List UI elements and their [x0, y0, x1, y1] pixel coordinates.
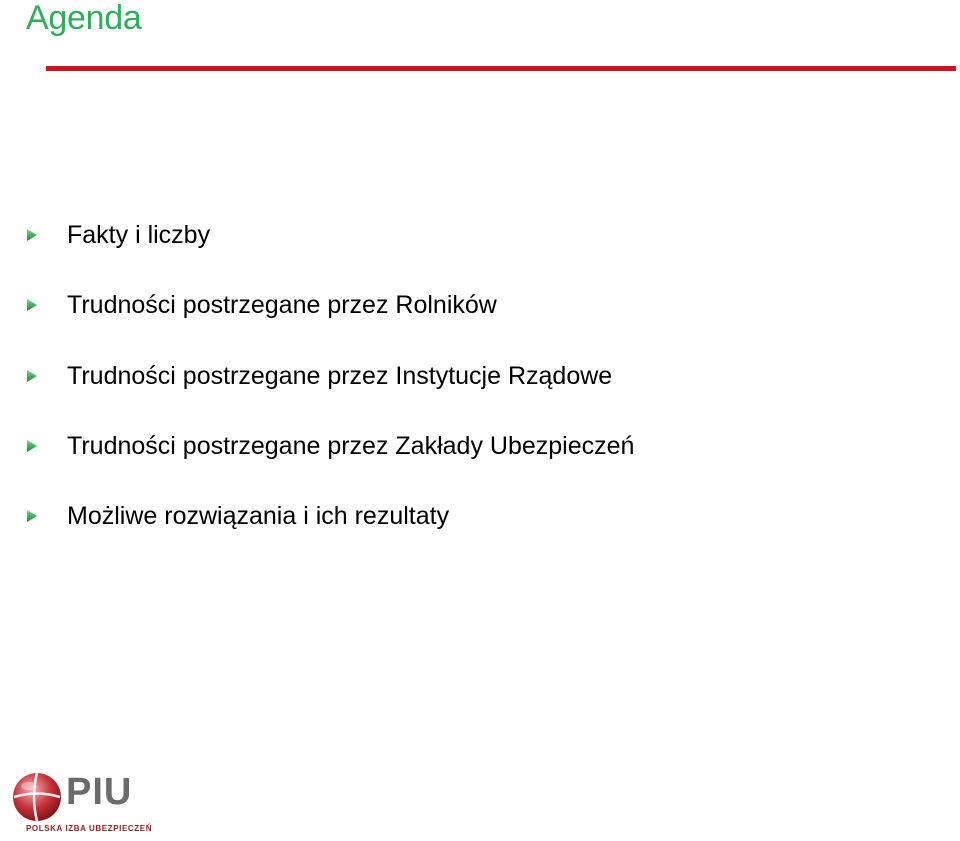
- agenda-item: [26, 361, 926, 391]
- triangle-bullet-icon: [26, 369, 38, 383]
- agenda-item-label: Możliwe rozwiązania i ich rezultaty: [67, 502, 450, 530]
- agenda-item-label: Trudności postrzegane przez Rolników: [67, 291, 497, 319]
- logo-subtitle: POLSKA IZBA UBEZPIECZEŃ: [26, 824, 153, 833]
- agenda-item: [26, 501, 926, 531]
- triangle-bullet-icon: [26, 439, 38, 453]
- triangle-bullet-icon: [26, 509, 38, 523]
- agenda-item: [26, 431, 926, 461]
- piu-logo: [10, 766, 153, 838]
- logo-letters: PIU: [66, 771, 133, 813]
- triangle-bullet-icon: [26, 228, 38, 242]
- triangle-bullet-icon: [26, 298, 38, 312]
- agenda-item-label: Trudności postrzegane przez Zakłady Ubezpieczeń: [67, 432, 635, 460]
- slide-title: Agenda: [26, 0, 142, 37]
- agenda-item: [26, 220, 926, 250]
- agenda-item: [26, 290, 926, 320]
- agenda-item-label: Trudności postrzegane przez Instytucje Rządowe: [67, 362, 613, 390]
- title-underline-rule: [46, 66, 956, 71]
- piu-globe-icon: [10, 766, 66, 826]
- agenda-item-label: Fakty i liczby: [67, 221, 211, 249]
